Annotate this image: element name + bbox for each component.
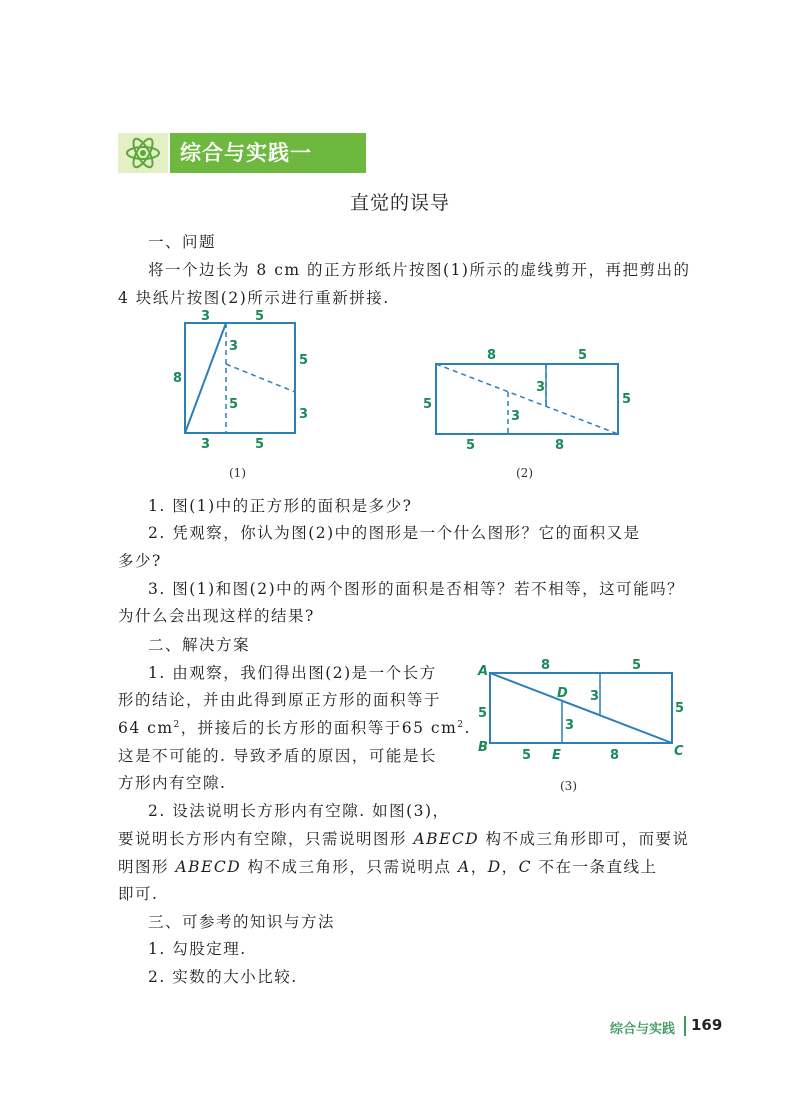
fig3-label-right: 5 <box>675 701 685 716</box>
section-heading-problem: 一、问题 <box>148 233 217 251</box>
solution-2-line-3: 明图形 ABECD 构不成三角形，只需说明点 A，D，C 不在一条直线上 <box>118 858 658 876</box>
section-heading-knowledge: 三、可参考的知识与方法 <box>148 913 336 931</box>
page-title: 直觉的误导 <box>349 192 450 214</box>
fig3-label-bottom-left: 5 <box>522 748 532 763</box>
fig2-label-left: 5 <box>423 397 433 412</box>
fig1-label-left: 8 <box>173 371 183 386</box>
fig2-label-bottom-right: 8 <box>555 438 565 453</box>
fig1-label-inner-upper: 3 <box>229 339 239 354</box>
fig3-label-inner-e: 3 <box>565 718 575 733</box>
fig2-label-right: 5 <box>622 392 632 407</box>
fig1-caption: (1) <box>229 466 246 480</box>
solution-1-line-4: 这是不可能的. 导致矛盾的原因，可能是长 <box>118 747 437 765</box>
fig1-label-inner-lower: 5 <box>229 397 239 412</box>
fig3-point-E: E <box>552 748 561 763</box>
fig3-point-D: D <box>557 686 568 701</box>
fig3-point-C: C <box>674 744 684 759</box>
solution-2-line-1: 2. 设法说明长方形内有空隙. 如图(3)， <box>148 802 450 820</box>
fig2-label-top-right: 5 <box>578 348 588 363</box>
section-banner <box>118 133 318 173</box>
fig3-label-top-left: 8 <box>541 658 551 673</box>
solution-2-line-2: 要说明长方形内有空隙，只需说明图形 ABECD 构不成三角形即可，而要说 <box>118 830 690 848</box>
knowledge-item-2: 2. 实数的大小比较. <box>148 968 298 986</box>
fig2-label-top-left: 8 <box>487 348 497 363</box>
fig1-label-right-lower: 3 <box>299 407 309 422</box>
fig2-label-inner-left: 3 <box>511 409 521 424</box>
fig2-label-inner-right: 3 <box>536 380 546 395</box>
problem-line-2: 4 块纸片按图(2)所示进行重新拼接. <box>118 289 390 307</box>
question-1: 1. 图(1)中的正方形的面积是多少? <box>148 497 413 515</box>
solution-1-line-1: 1. 由观察，我们得出图(2)是一个长方 <box>148 664 437 682</box>
question-2-line-1: 2. 凭观察，你认为图(2)中的图形是一个什么图形？它的面积又是 <box>148 524 641 542</box>
question-2-line-2: 多少? <box>118 552 162 570</box>
atom-icon <box>118 133 168 173</box>
solution-1-line-3: 64 $cm^2$，拼接后的长方形的面积等于65 $cm^2$. <box>118 719 471 737</box>
solution-1-line-5: 方形内有空隙. <box>118 774 227 792</box>
fig3-point-B: B <box>478 740 488 755</box>
fig1-label-top-left: 3 <box>201 309 211 324</box>
fig3-label-left: 5 <box>478 706 488 721</box>
fig3-caption: (3) <box>560 779 577 793</box>
fig3-label-bottom-right: 8 <box>610 748 620 763</box>
footer-divider <box>684 1016 686 1036</box>
fig1-label-right-upper: 5 <box>299 353 309 368</box>
section-title: 综合与实践一 <box>170 133 366 173</box>
question-3-line-1: 3. 图(1)和图(2)中的两个图形的面积是否相等？若不相等，这可能吗？ <box>148 580 685 598</box>
page-number: 169 <box>691 1016 723 1034</box>
section-heading-solution: 二、解决方案 <box>148 636 251 654</box>
fig1-label-bottom-right: 5 <box>255 437 265 452</box>
question-3-line-2: 为什么会出现这样的结果? <box>118 607 315 625</box>
fig1-label-bottom-left: 3 <box>201 437 211 452</box>
fig2-caption: (2) <box>516 466 533 480</box>
fig3-label-inner-d: 3 <box>590 689 600 704</box>
fig2-label-bottom-left: 5 <box>466 438 476 453</box>
knowledge-item-1: 1. 勾股定理. <box>148 940 247 958</box>
figure-3 <box>470 655 690 770</box>
fig3-point-A: A <box>478 664 489 679</box>
solution-2-line-4: 即可. <box>118 885 159 903</box>
fig3-label-top-right: 5 <box>632 658 642 673</box>
footer-chapter-label: 综合与实践 <box>610 1022 676 1037</box>
figure-2 <box>415 345 635 455</box>
fig1-label-top-right: 5 <box>255 309 265 324</box>
figure-1 <box>165 308 315 458</box>
problem-line-1: 将一个边长为 8 cm 的正方形纸片按图(1)所示的虚线剪开，再把剪出的 <box>148 261 691 279</box>
solution-1-line-2: 形的结论，并由此得到原正方形的面积等于 <box>118 691 442 709</box>
